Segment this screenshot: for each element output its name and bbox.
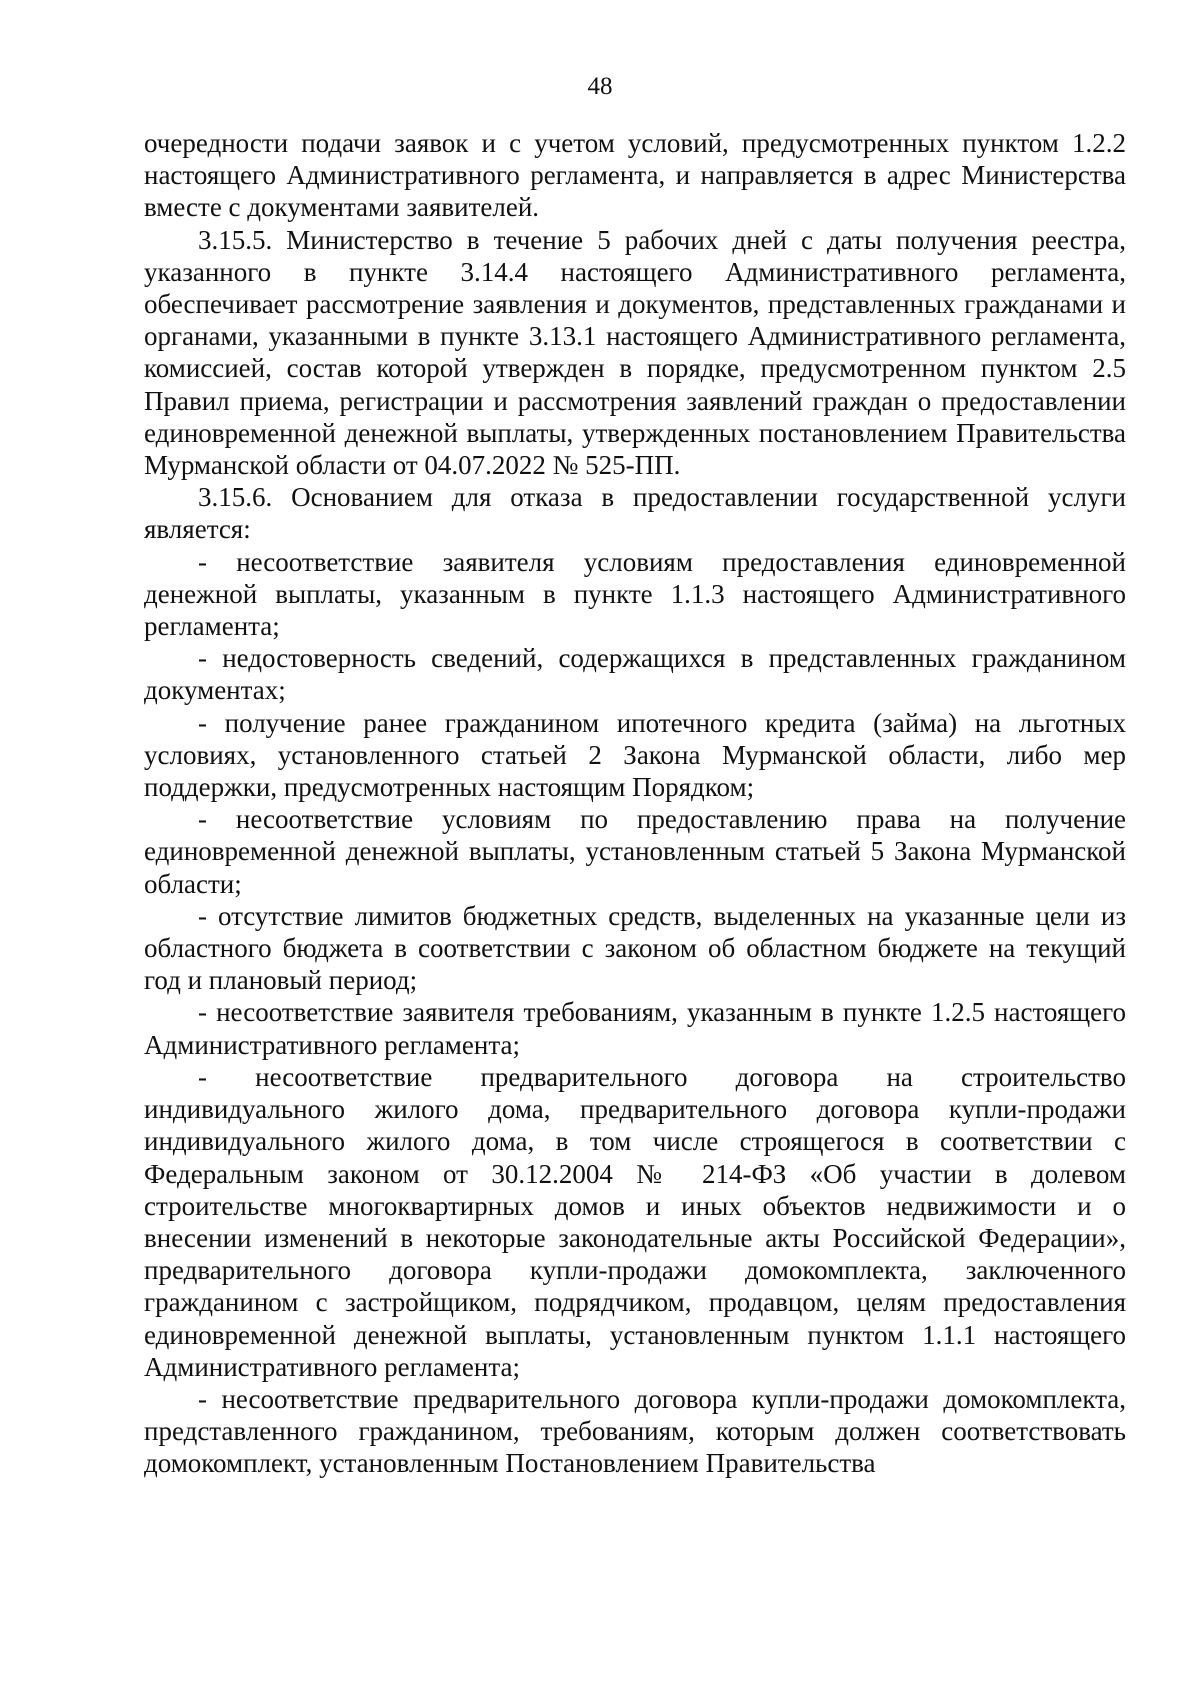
- list-item-refusal-ground: - несоответствие заявителя требованиям, указанным в пункте 1.2.5 настоящего Административного регламента;: [144, 997, 1126, 1060]
- paragraph-3-15-5: 3.15.5. Министерство в течение 5 рабочих дней с даты получения реестра, указанного в пункте 3.14.4 настоящего Административного регламента, обеспечивает рассмотрение заявления и документов, представленных гражданами и органами, указанными в пункте 3.13.1 настоящего Административного регламента, комиссией, состав которой утвержден в порядке, предусмотренном пунктом 2.5 Правил приема, регистрации и рассмотрения заявлений граждан о предоставлении единовременной денежной выплаты, утвержденных постановлением Правительства Мурманской области от 04.07.2022 № 525-ПП.: [144, 224, 1126, 481]
- list-item-refusal-ground: - получение ранее гражданином ипотечного кредита (займа) на льготных условиях, установленного статьей 2 Закона Мурманской области, либо мер поддержки, предусмотренных настоящим Порядком;: [144, 707, 1126, 803]
- list-item-refusal-ground: - несоответствие предварительного договора на строительство индивидуального жилого дома, предварительного договора купли-продажи индивидуального жилого дома, в том числе строящегося в соответствии с Федеральным законом от 30.12.2004 № 214-ФЗ «Об участии в долевом строительстве многоквартирных домов и иных объектов недвижимости и о внесении изменений в некоторые законодательные акты Российской Федерации», предварительного договора купли-продажи домокомплекта, заключенного гражданином с застройщиком, подрядчиком, продавцом, целям предоставления единовременной денежной выплаты, установленным пунктом 1.1.1 настоящего Административного регламента;: [144, 1061, 1126, 1382]
- list-item-refusal-ground: - отсутствие лимитов бюджетных средств, выделенных на указанные цели из областного бюджета в соответствии с законом об областном бюджете на текущий год и плановый период;: [144, 900, 1126, 996]
- document-body: [144, 127, 1126, 1480]
- paragraph-continuation: очередности подачи заявок и с учетом условий, предусмотренных пунктом 1.2.2 настоящего Административного регламента, и направляется в адрес Министерства вместе с документами заявителей.: [144, 128, 1126, 223]
- list-item-refusal-ground: - несоответствие условиям по предоставлению права на получение единовременной денежной выплаты, установленным статьей 5 Закона Мурманской области;: [144, 804, 1126, 899]
- list-item-refusal-ground: - несоответствие предварительного договора купли-продажи домокомплекта, представленного гражданином, требованиям, которым должен соответствовать домокомплект, установленным Постановлением Правительства: [144, 1383, 1126, 1479]
- list-item-refusal-ground: - недостоверность сведений, содержащихся в представленных гражданином документах;: [144, 643, 1126, 706]
- list-item-refusal-ground: - несоответствие заявителя условиям предоставления единовременной денежной выплаты, указанным в пункте 1.1.3 настоящего Административного регламента;: [144, 546, 1126, 642]
- page-number: 48: [587, 73, 613, 100]
- paragraph-3-15-6: 3.15.6. Основанием для отказа в предоставлении государственной услуги является:: [144, 482, 1126, 545]
